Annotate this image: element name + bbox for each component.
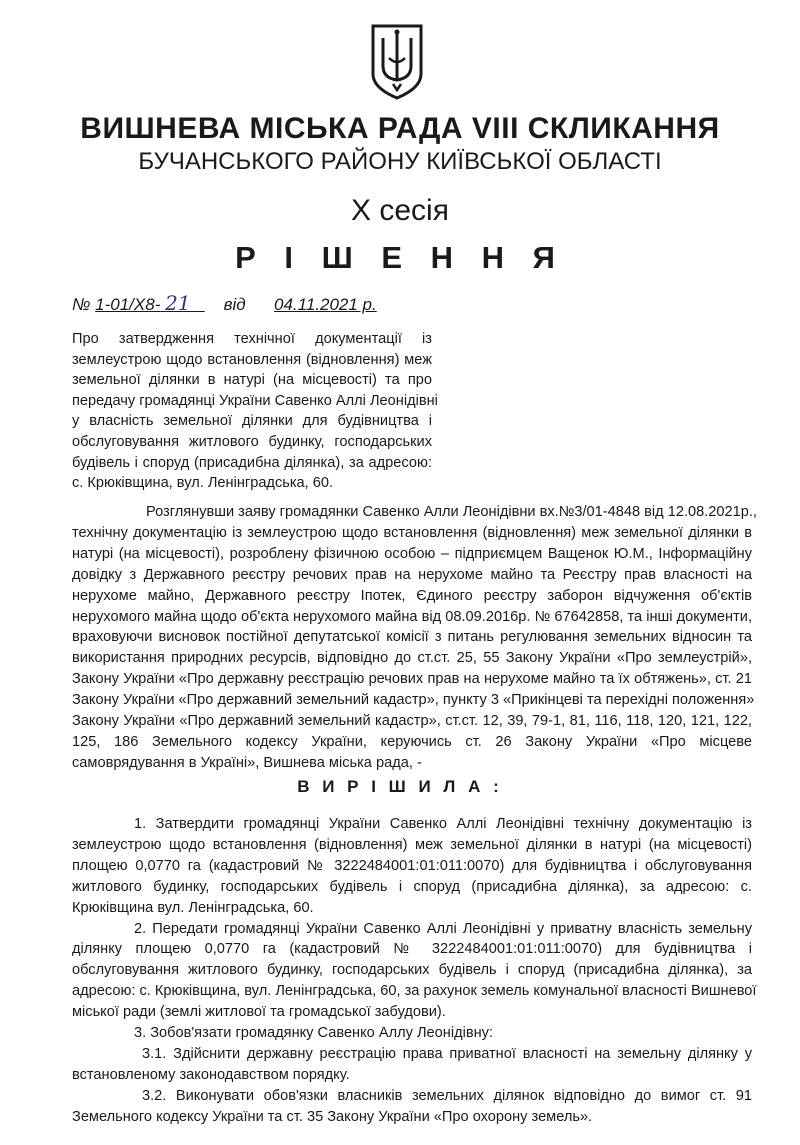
preamble-line: нерухомого майна щодо об'єкта нерухомого майна від 08.09.2016р. № 67642858, та інші документи, [72, 608, 752, 625]
decision-date: 04.11.2021 р. [274, 295, 377, 314]
resolution-line: Земельного кодексу України та ст. 35 Закону України «Про охорону земель». [72, 1108, 593, 1125]
decision-number-line [72, 292, 377, 316]
subject-line: землеустрою щодо встановлення (відновлення) меж [72, 351, 432, 368]
handwritten-number: 21 [165, 291, 191, 315]
decision-code: 1-01/Х8- [95, 295, 161, 314]
subject-line: с. Крюківщина, вул. Ленінградська, 60. [72, 475, 334, 492]
preamble-line: Розглянувши заяву громадянки Савенко Алли Леонідівни вх.№3/01-4848 від 12.08.2021р., [146, 504, 757, 520]
preamble-line: самоврядування в Україні», Вишнева міська рада, - [72, 754, 422, 771]
decision-title: Р І Ш Е Н Н Я [235, 240, 565, 275]
resolution-line: 3.2. Виконувати обов'язки власників земельних ділянок відповідно до вимог ст. 91 [142, 1087, 752, 1104]
decision-number [95, 291, 205, 315]
preamble-line: Закону України «Про державний земельний кадастр», пункту 3 «Прикінцеві та перехідні положення» [72, 692, 755, 709]
subject-line: обслуговування житлового будинку, господарських [72, 433, 432, 450]
preamble-line: натурі (на місцевості), розроблену фізичною особою – підприємцем Ващенок Ю.М., Інформаційну [72, 545, 752, 562]
preamble-line: нерухоме майно, Державного реєстру Іпотек, Єдиного реєстру заборон відчуження об'єктів [72, 587, 752, 604]
preamble-line: довідку з Державного реєстру речових прав на нерухоме майно та Реєстру прав власності на [72, 566, 752, 583]
resolution-line: ділянку площею 0,0770 га (кадастровий № 3222484001:01:011:0070) для будівництва і [72, 941, 752, 958]
resolution-line: 3. Зобов'язати громадянку Савенко Аллу Леонідівну: [134, 1025, 493, 1042]
resolution-items [72, 814, 757, 1128]
session-label: Х сесія [351, 194, 449, 227]
preamble-line: використання природних ресурсів, відповідно до ст.ст. 25, 55 Закону України «Про землеустрій», [72, 650, 752, 667]
resolved-heading: В И Р І Ш И Л А : [297, 777, 503, 796]
subject-line: земельної ділянки в натурі (на місцевості) та про [72, 372, 432, 389]
resolution-line: 3.1. Здійснити державну реєстрацію права приватної власності на земельну ділянку у [142, 1045, 752, 1062]
resolution-line: площею 0,0770 га (кадастровий № 3222484001:01:011:0070) для будівництва і обслуговування [72, 857, 752, 874]
preamble-line: враховуючи висновок постійної депутатської комісії з питань регулювання земельних відносин та [72, 629, 752, 646]
preamble-line: технічну документацію із землеустрою щодо встановлення (відновлення) меж земельної ділянки в [72, 524, 752, 541]
trident-emblem-icon [369, 22, 425, 100]
resolution-line: землеустрою щодо встановлення (відновлення) меж земельної ділянки в натурі (на місцевості) [72, 836, 752, 853]
resolution-line: обслуговування житлового будинку, господарських будівель і споруд (присадибна ділянка), за [72, 962, 752, 979]
subject-line: передачу громадянці України Савенко Аллі Леонідівні [72, 392, 438, 409]
resolution-line: 1. Затвердити громадянці України Савенко Аллі Леонідівні технічну документацію із [134, 816, 752, 832]
date-word: від [223, 295, 246, 314]
resolution-line: Крюківщина вул. Ленінградська, 60. [72, 899, 314, 916]
preamble [72, 502, 757, 774]
resolution-line: адресою: с. Крюківщина, вул. Ленінградська, 60, за рахунок земель комунальної власності Вишневої [72, 983, 757, 1000]
number-prefix: № [72, 295, 91, 314]
council-district: БУЧАНСЬКОГО РАЙОНУ КИЇВСЬКОЇ ОБЛАСТІ [138, 148, 662, 175]
resolution-line: встановленому законодавством порядку. [72, 1066, 350, 1083]
preamble-line: Закону України «Про державну реєстрацію речових прав на нерухоме майно та їх обтяжень», ст. 21 [72, 671, 752, 688]
subject-line: Про затвердження технічної документації із [72, 331, 432, 347]
preamble-line: Закону України «Про державний земельний кадастр», ст.ст. 12, 39, 79-1, 81, 116, 118, 120, 121, 122, [72, 713, 752, 730]
resolution-line: 2. Передати громадянці України Савенко Аллі Леонідівні у приватну власність земельну [134, 920, 752, 937]
resolution-line: міської ради (землі житлової та громадської забудови). [72, 1004, 446, 1021]
resolution-line: житлового будинку, господарських будівель і споруд (присадибна ділянка), за адресою: с. [72, 878, 752, 895]
preamble-line: 125, 186 Земельного кодексу України, керуючись ст. 26 Закону України «Про місцеве [72, 733, 752, 750]
subject-line: будівель і споруд (присадибна ділянка), за адресою: [72, 454, 432, 471]
council-title: ВИШНЕВА МІСЬКА РАДА VIII СКЛИКАННЯ [80, 112, 720, 145]
decision-subject [72, 329, 438, 494]
subject-line: у власність земельної ділянки для будівництва і [72, 413, 432, 430]
